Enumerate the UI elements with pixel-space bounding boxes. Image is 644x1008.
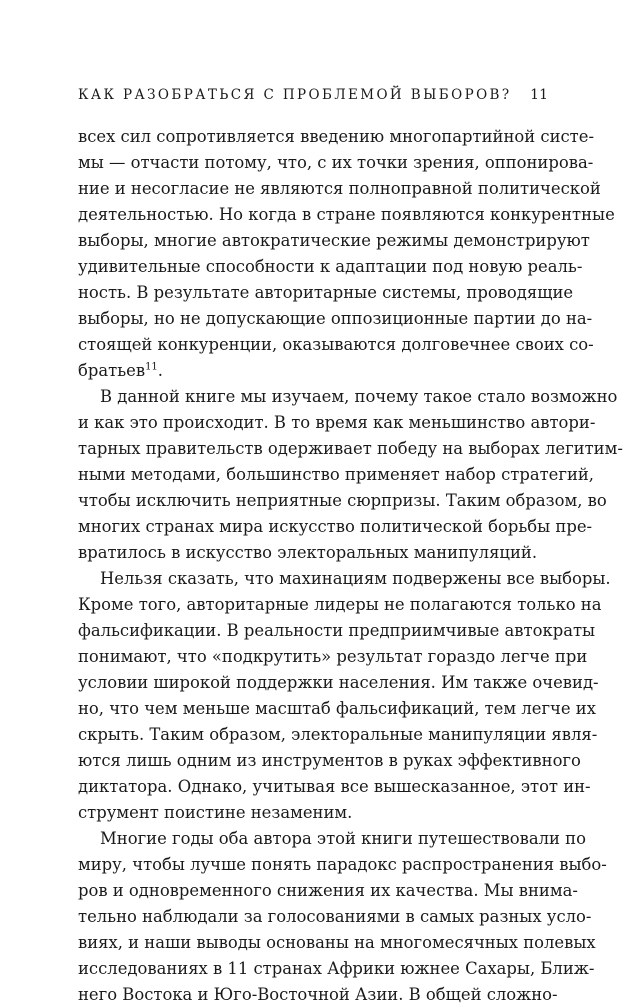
text-line: Кроме того, авторитарные лидеры не полагаются только на [78, 595, 602, 614]
text-line: него Востока и Юго-Восточной Азии. В общей сложно- [78, 985, 558, 1004]
running-head [78, 87, 548, 107]
text-line: Нельзя сказать, что махинациям подвержены все выборы. [100, 569, 611, 588]
text-line: и как это происходит. В то время как меньшинство автори- [78, 413, 596, 432]
text-line: мы — отчасти потому, что, с их точки зрения, оппонирова- [78, 153, 594, 172]
text-line: виях, и наши выводы основаны на многомесячных полевых [78, 933, 596, 952]
text-fragment: братьев [78, 361, 146, 380]
text-line: всех сил сопротивляется введению многопартийной систе- [78, 127, 594, 146]
text-line [78, 358, 548, 384]
text-line: ние и несогласие не являются полноправной политической [78, 179, 601, 198]
text-line: вратилось в искусство электоральных манипуляций. [78, 543, 538, 562]
footnote-reference: 11 [145, 361, 158, 373]
text-line: фальсификации. В реальности предприимчивые автократы [78, 621, 596, 640]
text-line: Многие годы оба автора этой книги путешествовали по [100, 829, 586, 848]
running-title: КАК РАЗОБРАТЬСЯ С ПРОБЛЕМОЙ ВЫБОРОВ? [78, 87, 512, 103]
text-line: ров и одновременного снижения их качества. Мы внима- [78, 881, 578, 900]
text-fragment: . [157, 361, 164, 380]
text-line: исследованиях в 11 странах Африки южнее Сахары, Ближ- [78, 959, 595, 978]
text-line: условии широкой поддержки населения. Им также очевид- [78, 673, 599, 692]
text-line: многих странах мира искусство политической борьбы пре- [78, 517, 593, 536]
text-line: чтобы исключить неприятные сюрпризы. Таким образом, во [78, 491, 607, 510]
text-line: ными методами, большинство применяет набор стратегий, [78, 465, 595, 484]
text-line: В данной книге мы изучаем, почему такое стало возможно [100, 387, 618, 406]
text-line: струмент поистине незаменим. [78, 803, 353, 822]
paragraph-1 [78, 124, 615, 384]
text-line: диктатора. Однако, учитывая все вышесказанное, этот ин- [78, 777, 591, 796]
paragraph-4 [78, 826, 607, 1008]
text-line: выборы, но не допускающие оппозиционные партии до на- [78, 309, 593, 328]
text-line: удивительные способности к адаптации под новую реаль- [78, 257, 583, 276]
paragraph-2 [78, 384, 623, 566]
body-text [78, 124, 623, 1008]
paragraph-3 [78, 566, 611, 826]
text-line: скрыть. Таким образом, электоральные манипуляции явля- [78, 725, 598, 744]
text-line: тельно наблюдали за голосованиями в самых разных усло- [78, 907, 592, 926]
text-line: но, что чем меньше масштаб фальсификаций, тем легче их [78, 699, 596, 718]
text-line: ность. В результате авторитарные системы, проводящие [78, 283, 574, 302]
text-line: тарных правительств одерживает победу на выборах легитим- [78, 439, 623, 458]
text-line: выборы, многие автократические режимы демонстрируют [78, 231, 590, 250]
text-line: стоящей конкуренции, оказываются долговечнее своих со- [78, 335, 594, 354]
text-line: ются лишь одним из инструментов в руках эффективного [78, 751, 581, 770]
text-line: понимают, что «подкрутить» результат гораздо легче при [78, 647, 588, 666]
page-number: 11 [530, 87, 548, 103]
text-line: миру, чтобы лучше понять парадокс распространения выбо- [78, 855, 607, 874]
text-line: деятельностью. Но когда в стране появляются конкурентные [78, 205, 615, 224]
